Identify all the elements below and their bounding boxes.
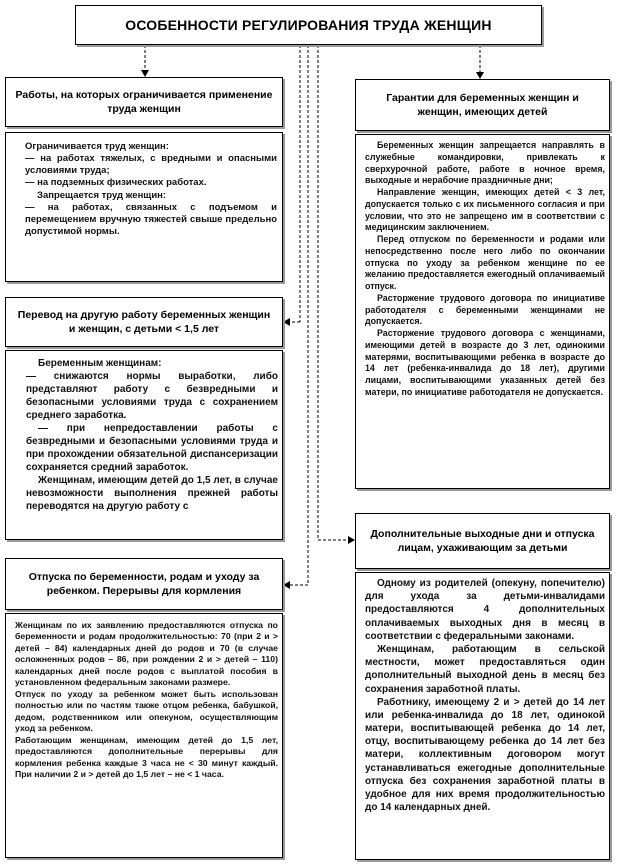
right-box1-line-3: Перед отпуском по беременности и родами или непосредственно после него либо по окончании отпуска по уходу за ребенком женщине по ее желанию предоставляется ежегодный оплачиваемый отпуск. xyxy=(365,234,605,291)
right-box2-header-text: Дополнительные выходные дни и отпуска лицам, ухаживающим за детьми xyxy=(370,527,595,554)
left-box2-body xyxy=(5,350,283,540)
left-box3-line-2: Отпуск по уходу за ребенком может быть использован полностью или по частям также отцом ребенка, бабушкой, дедом, родственником или опекуном, осуществляющим уход за ребенком. xyxy=(15,688,278,734)
left-box2-header xyxy=(5,297,283,347)
right-box1-line-1: Беременных женщин запрещается направлять в служебные командировки, привлекать к сверхурочной работе, работе в ночное время, выходные и нерабочие праздничные дни; xyxy=(365,140,605,186)
right-box1-header-text: Гарантии для беременных женщин и женщин, имеющих детей xyxy=(386,91,579,118)
left-box1-line-1: Ограничивается труд женщин: xyxy=(25,141,169,152)
left-box2-line-2: — снижаются нормы выработки, либо представляют работу с безвредными и безопасными условиями труда с сохранением среднего заработка. xyxy=(26,371,278,421)
right-box1-line-5: Расторжение трудового договора с женщинами, имеющими детей в возрасте до 3 лет, одинокими матерями, воспитывающими ребенка в возрасте до 14 лет (ребенка-инвалида до 18 лет), другими лицами, воспитывающими указанных детей без матери, по инициативе работодателя не допускается. xyxy=(365,328,605,397)
left-box2-line-1: Беременным женщинам: xyxy=(38,358,162,369)
right-box2-line-1: Одному из родителей (опекуну, попечителю) для ухода за детьми-инвалидами предоставляются 4 дополнительных оплачиваемых выходных дня в месяц в соответствии с федеральными законами. xyxy=(365,578,605,642)
left-box3-header xyxy=(5,558,283,610)
right-box1-header xyxy=(355,79,610,131)
left-box1-header xyxy=(5,77,283,127)
left-box1-line-5: — на работах, связанных с подъемом и перемещением вручную тяжестей свыше предельно допустимой нормы. xyxy=(25,201,277,238)
left-box1-line-4: Запрещается труд женщин: xyxy=(37,189,167,201)
right-box1-line-4: Расторжение трудового договора по инициативе работодателя с беременными женщинами не допускается. xyxy=(365,292,605,327)
right-box1-body xyxy=(355,134,610,489)
left-box3-header-text: Отпуска по беременности, родам и уходу за ребенком. Перерывы для кормления xyxy=(28,570,260,597)
right-box2-line-2: Женщинам, работающим в сельской местности, может предоставляться один дополнительный выходной день в месяц без сохранения заработной платы. xyxy=(365,643,605,695)
left-box3-line-1: Женщинам по их заявлению предоставляются отпуска по беременности и родам продолжительностью: 70 (при 2 и > детей – 84) календарных дней до родов и 70 (в случае осложненных родов – 86, при рождении 2 и > детей – 110) календарных дней после родов с выплатой пособия в установленном федеральным законами размере. xyxy=(15,620,278,688)
left-box3-body xyxy=(5,613,283,858)
left-box3-line-3: Работающим женщинам, имеющим детей до 1,5 лет, предоставляются дополнительные перерывы для кормления ребенка каждые 3 часа не < 30 минут каждый. При наличии 2 и > детей до 1,5 лет – не < 1 часа. xyxy=(15,734,278,780)
left-box1-line-3: — на подземных физических работах. xyxy=(25,177,207,189)
right-box1-line-2: Направление женщин, имеющих детей < 3 лет, допускается только с их письменного согласия и при условии, что это не запрещено им в соответствии с медицинским заключением. xyxy=(365,187,605,233)
right-box2-line-3: Работнику, имеющему 2 и > детей до 14 лет или ребенка-инвалида до 18 лет, одинокой матери, воспитывающей ребенка до 14 лет, отцу, воспитывающему ребенка до 14 лет без матери, коллективным договором могут устанавливаться ежегодные дополнительные отпуска без сохранения заработной платы в удобное для них время продолжительностью до 14 календарных дней. xyxy=(365,696,605,814)
left-box1-body xyxy=(5,132,283,282)
left-box2-line-3: — при непредоставлении работы с безвредными и безопасными условиями труда и при прохождении обязательной диспансеризации сохраняется средний заработок. xyxy=(26,423,278,473)
right-box2-header xyxy=(355,513,610,569)
left-box1-line-2: — на работах тяжелых, с вредными и опасными условиями труда; xyxy=(25,153,277,177)
left-box2-header-text: Перевод на другую работу беременных женщин и женщин, с детьми < 1,5 лет xyxy=(17,308,271,335)
right-box2-body xyxy=(355,572,610,860)
left-box2-line-4: Женщинам, имеющим детей до 1,5 лет, в случае невозможности выполнения прежней работы переводятся на другую работу с xyxy=(26,475,278,512)
main-title: ОСОБЕННОСТИ РЕГУЛИРОВАНИЯ ТРУДА ЖЕНЩИН xyxy=(75,5,542,45)
left-box1-header-text: Работы, на которых ограничивается применение труда женщин xyxy=(15,88,273,115)
